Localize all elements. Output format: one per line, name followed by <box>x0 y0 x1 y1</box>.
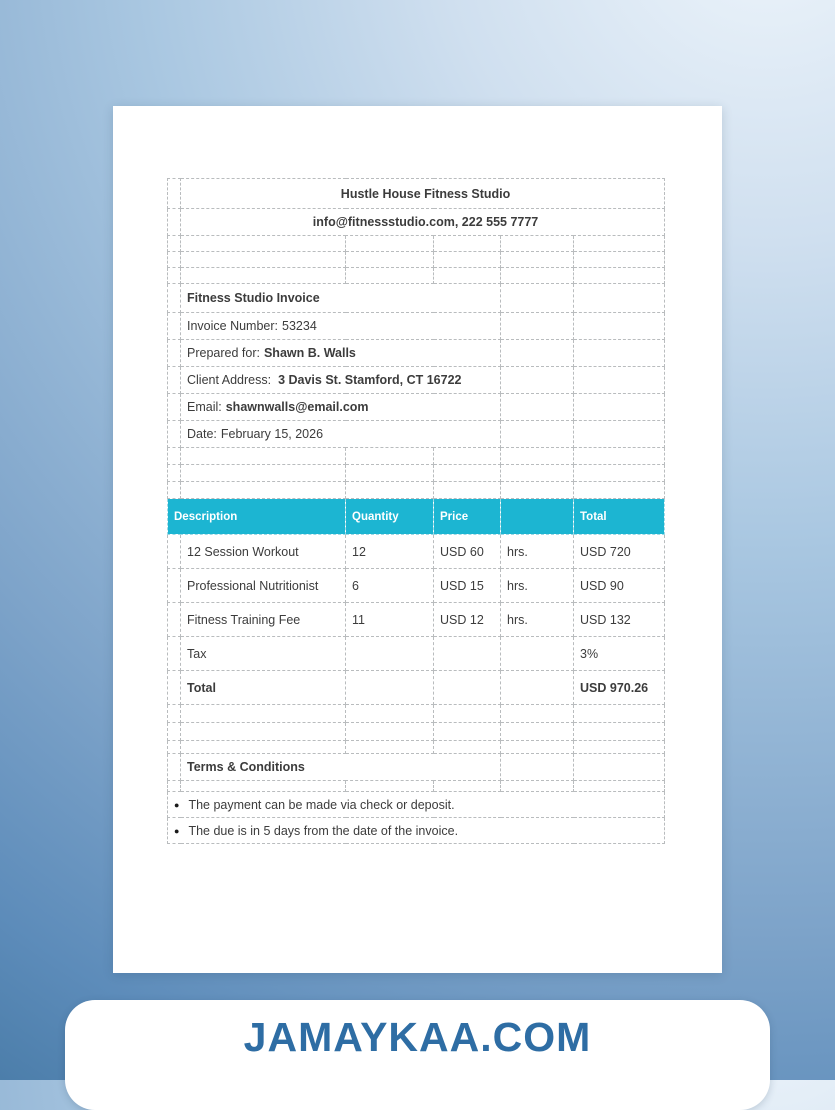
tax-row <box>168 637 665 671</box>
item-row <box>168 603 665 637</box>
empty-cell <box>501 268 574 284</box>
spacer-row <box>168 268 665 284</box>
item-quantity: 6 <box>346 569 434 603</box>
empty-cell <box>501 252 574 268</box>
empty-cell <box>181 482 346 499</box>
field-value: Shawn B. Walls <box>263 346 356 360</box>
empty-cell <box>434 268 501 284</box>
empty-cell <box>574 340 665 367</box>
empty-cell <box>434 448 501 465</box>
empty-cell <box>574 394 665 421</box>
bullet-icon: ● <box>174 799 180 810</box>
empty-cell <box>168 741 181 754</box>
empty-cell <box>434 465 501 482</box>
terms-bullet <box>168 818 665 844</box>
invoice-sheet <box>167 178 665 844</box>
empty-cell <box>501 313 574 340</box>
column-header-blank <box>501 499 574 535</box>
empty-cell <box>168 179 181 209</box>
invoice-date <box>181 421 501 448</box>
client-address <box>181 367 501 394</box>
empty-cell <box>181 465 346 482</box>
empty-cell <box>501 637 574 671</box>
total-value: USD 970.26 <box>574 671 665 705</box>
empty-cell <box>168 637 181 671</box>
empty-cell <box>168 781 181 792</box>
item-price: USD 12 <box>434 603 501 637</box>
empty-cell <box>346 448 434 465</box>
empty-cell <box>574 284 665 313</box>
empty-cell <box>501 723 574 741</box>
empty-cell <box>168 209 181 236</box>
item-price: USD 60 <box>434 535 501 569</box>
field-label: Email: <box>187 400 222 414</box>
empty-cell <box>501 421 574 448</box>
invoice-number-row <box>168 313 665 340</box>
field-value: February 15, 2026 <box>220 427 324 441</box>
spacer-row <box>168 741 665 754</box>
field-value: 3 Davis St. Stamford, CT 16722 <box>278 373 462 387</box>
total-label: Total <box>181 671 346 705</box>
empty-cell <box>434 671 501 705</box>
empty-cell <box>168 723 181 741</box>
empty-cell <box>434 723 501 741</box>
empty-cell <box>168 268 181 284</box>
empty-cell <box>574 482 665 499</box>
spacer-row <box>168 252 665 268</box>
empty-cell <box>434 252 501 268</box>
empty-cell <box>501 754 574 781</box>
client-address-row <box>168 367 665 394</box>
empty-cell <box>501 781 574 792</box>
terms-bullet-row <box>168 792 665 818</box>
item-description: Fitness Training Fee <box>181 603 346 637</box>
item-quantity: 12 <box>346 535 434 569</box>
item-row <box>168 569 665 603</box>
empty-cell <box>168 340 181 367</box>
empty-cell <box>434 781 501 792</box>
bullet-icon: ● <box>174 825 180 836</box>
empty-cell <box>168 313 181 340</box>
item-total: USD 90 <box>574 569 665 603</box>
empty-cell <box>346 705 434 723</box>
empty-cell <box>168 236 181 252</box>
empty-cell <box>168 448 181 465</box>
empty-cell <box>434 705 501 723</box>
prepared-for <box>181 340 501 367</box>
empty-cell <box>346 723 434 741</box>
empty-cell <box>346 637 434 671</box>
column-header-quantity: Quantity <box>346 499 434 535</box>
field-label: Invoice Number: <box>187 319 279 333</box>
item-unit: hrs. <box>501 569 574 603</box>
item-description: Professional Nutritionist <box>181 569 346 603</box>
terms-bullet <box>168 792 665 818</box>
field-label: Date: <box>187 427 217 441</box>
empty-cell <box>501 340 574 367</box>
empty-cell <box>346 268 434 284</box>
empty-cell <box>574 268 665 284</box>
empty-cell <box>168 482 181 499</box>
invoice-section-title: Fitness Studio Invoice <box>181 284 501 313</box>
studio-name: Hustle House Fitness Studio <box>181 179 665 209</box>
item-price: USD 15 <box>434 569 501 603</box>
empty-cell <box>346 252 434 268</box>
empty-cell <box>574 236 665 252</box>
empty-cell <box>501 448 574 465</box>
empty-cell <box>501 367 574 394</box>
terms-section-title: Terms & Conditions <box>181 754 501 781</box>
empty-cell <box>168 603 181 637</box>
field-value: shawnwalls@email.com <box>225 400 369 414</box>
empty-cell <box>501 284 574 313</box>
field-value: 53234 <box>282 319 317 333</box>
watermark-text: JAMAYKAA.COM <box>243 1014 592 1060</box>
empty-cell <box>434 637 501 671</box>
empty-cell <box>434 482 501 499</box>
empty-cell <box>168 394 181 421</box>
contact-row <box>168 209 665 236</box>
empty-cell <box>574 754 665 781</box>
item-unit: hrs. <box>501 535 574 569</box>
empty-cell <box>346 482 434 499</box>
empty-cell <box>181 268 346 284</box>
items-header-row <box>168 499 665 535</box>
terms-bullet-text: The due is in 5 days from the date of the invoice. <box>188 823 459 838</box>
prepared-for-row <box>168 340 665 367</box>
tax-label: Tax <box>181 637 346 671</box>
empty-cell <box>574 723 665 741</box>
terms-bullet-row <box>168 818 665 844</box>
empty-cell <box>168 252 181 268</box>
spacer-row <box>168 448 665 465</box>
empty-cell <box>168 421 181 448</box>
empty-cell <box>181 741 346 754</box>
item-description: 12 Session Workout <box>181 535 346 569</box>
empty-cell <box>181 236 346 252</box>
empty-cell <box>168 754 181 781</box>
column-header-description: Description <box>168 499 346 535</box>
invoice-heading-row <box>168 284 665 313</box>
client-email-row <box>168 394 665 421</box>
spacer-row <box>168 723 665 741</box>
empty-cell <box>168 465 181 482</box>
empty-cell <box>346 236 434 252</box>
empty-cell <box>434 741 501 754</box>
empty-cell <box>501 465 574 482</box>
spacer-row <box>168 236 665 252</box>
empty-cell <box>501 705 574 723</box>
item-total: USD 132 <box>574 603 665 637</box>
studio-contact: info@fitnessstudio.com, 222 555 7777 <box>181 209 665 236</box>
invoice-number <box>181 313 501 340</box>
item-total: USD 720 <box>574 535 665 569</box>
empty-cell <box>168 705 181 723</box>
empty-cell <box>168 535 181 569</box>
column-header-price: Price <box>434 499 501 535</box>
empty-cell <box>168 671 181 705</box>
empty-cell <box>181 723 346 741</box>
empty-cell <box>181 781 346 792</box>
watermark-bar <box>65 1000 770 1110</box>
total-row <box>168 671 665 705</box>
client-email <box>181 394 501 421</box>
tax-value: 3% <box>574 637 665 671</box>
empty-cell <box>168 367 181 394</box>
invoice-date-row <box>168 421 665 448</box>
empty-cell <box>501 482 574 499</box>
spacer-row <box>168 705 665 723</box>
document-page <box>113 106 722 973</box>
spacer-row <box>168 465 665 482</box>
column-header-total: Total <box>574 499 665 535</box>
empty-cell <box>501 394 574 421</box>
empty-cell <box>574 705 665 723</box>
empty-cell <box>574 252 665 268</box>
terms-heading-row <box>168 754 665 781</box>
field-label: Prepared for: <box>187 346 260 360</box>
empty-cell <box>168 284 181 313</box>
empty-cell <box>346 741 434 754</box>
empty-cell <box>346 465 434 482</box>
spacer-row <box>168 781 665 792</box>
empty-cell <box>501 741 574 754</box>
item-quantity: 11 <box>346 603 434 637</box>
empty-cell <box>434 236 501 252</box>
empty-cell <box>346 781 434 792</box>
empty-cell <box>181 705 346 723</box>
empty-cell <box>501 236 574 252</box>
empty-cell <box>181 252 346 268</box>
empty-cell <box>574 367 665 394</box>
spacer-row <box>168 482 665 499</box>
empty-cell <box>574 465 665 482</box>
empty-cell <box>574 448 665 465</box>
field-label: Client Address: <box>187 373 272 387</box>
empty-cell <box>501 671 574 705</box>
empty-cell <box>346 671 434 705</box>
empty-cell <box>574 741 665 754</box>
item-unit: hrs. <box>501 603 574 637</box>
empty-cell <box>574 781 665 792</box>
empty-cell <box>574 421 665 448</box>
empty-cell <box>168 569 181 603</box>
studio-title-row <box>168 179 665 209</box>
empty-cell <box>574 313 665 340</box>
empty-cell <box>181 448 346 465</box>
terms-bullet-text: The payment can be made via check or deposit. <box>188 797 455 812</box>
item-row <box>168 535 665 569</box>
